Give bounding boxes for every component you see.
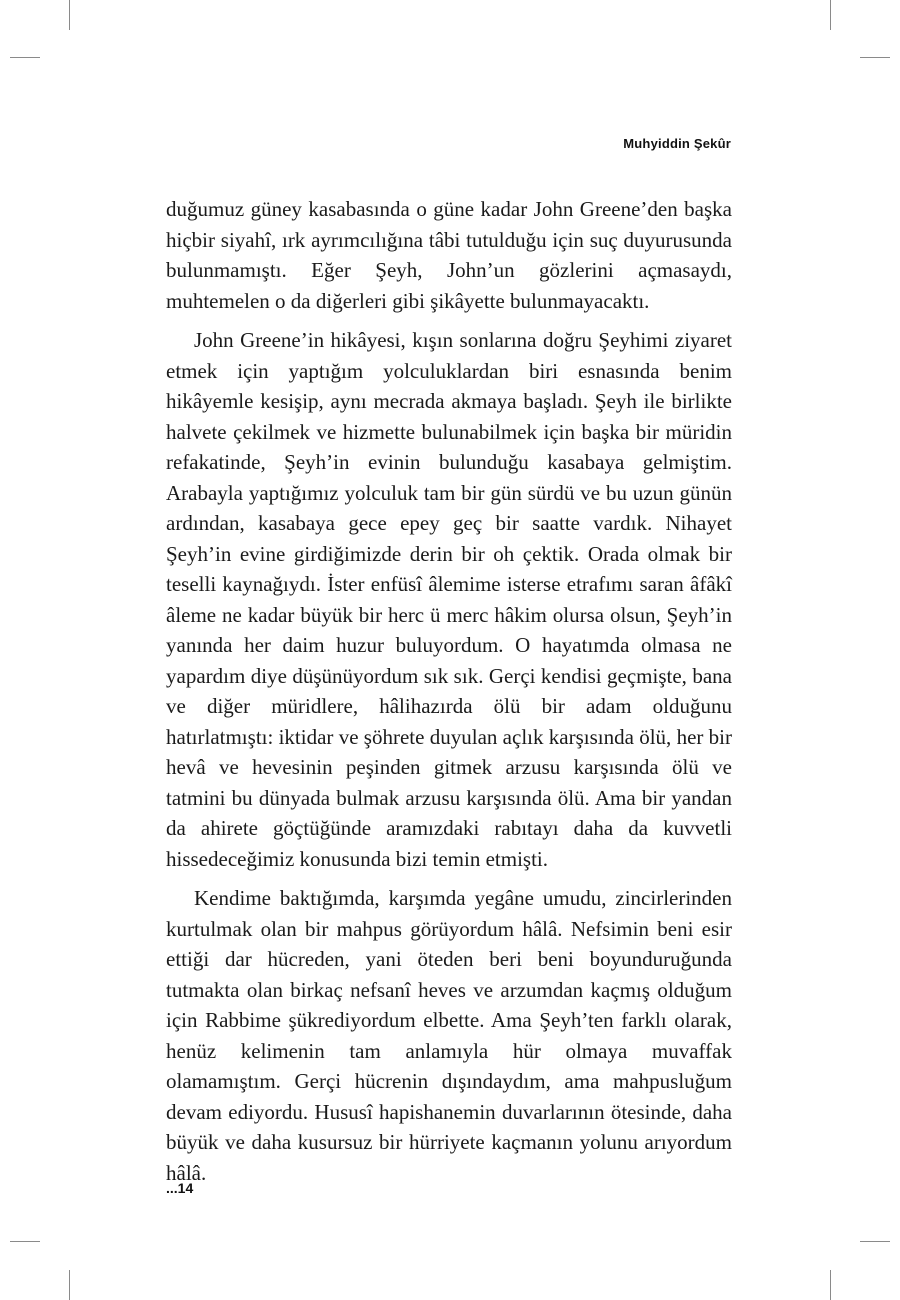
crop-mark-left-top — [10, 57, 40, 58]
crop-mark-top-right — [830, 0, 831, 30]
crop-mark-bottom-right — [830, 1270, 831, 1300]
crop-mark-right-bottom — [860, 1241, 890, 1242]
paragraph: John Greene’in hikâyesi, kışın sonlarına doğru Şeyhimi ziyaret etmek için yaptığım yolculuklardan biri esnasında benim hikâyemle kesişip, aynı mecrada akmaya başladı. Şeyh ile birlikte halvete çekilmek ve hizmette bulunabilmek için başka bir müridin refakatinde, Şeyh’in evinin bulunduğu kasabaya gelmiştim. Arabayla yaptığımız yolculuk tam bir gün sürdü ve bu uzun günün ardından, kasabaya gece epey geç bir saatte vardık. Nihayet Şeyh’in evine girdiğimizde derin bir oh çektik. Orada olmak bir teselli kaynağıydı. İster enfüsî âlemime isterse etrafımı saran âfâkî âleme ne kadar büyük bir herc ü merc hâkim olursa olsun, Şeyh’in yanında her daim huzur buluyordum. O hayatımda olmasa ne yapardım diye düşünüyordum sık sık. Gerçi kendisi geçmişte, bana ve diğer müridlere, hâlihazırda ölü bir adam olduğunu hatırlatmıştı: iktidar ve şöhrete duyulan açlık karşısında ölü, her bir hevâ ve hevesinin peşinden gitmek arzusu karşısında ölü ve tatmini bu dünyada bulmak arzusu karşısında ölü. Ama bir yandan da ahirete göçtüğünde aramızdaki rabıtayı daha da kuvvetli hissedeceğimiz konusunda bizi temin etmişti. — [166, 328, 732, 871]
crop-mark-right-top — [860, 57, 890, 58]
crop-mark-top-left — [69, 0, 70, 30]
page-number: ...14 — [166, 1180, 194, 1196]
paragraph: duğumuz güney kasabasında o güne kadar John Greene’den başka hiçbir siyahî, ırk ayrımcılığına tâbi tutulduğu için suç duyurusunda bulunmamıştı. Eğer Şeyh, John’un gözlerini açmasaydı, muhtemelen o da diğerleri gibi şikâyette bulunmayacaktı. — [166, 197, 732, 313]
crop-mark-bottom-left — [69, 1270, 70, 1300]
body-text — [166, 194, 732, 1188]
crop-mark-left-bottom — [10, 1241, 40, 1242]
paragraph: Kendime baktığımda, karşımda yegâne umudu, zincirlerinden kurtulmak olan bir mahpus görüyordum hâlâ. Nefsimin beni esir ettiği dar hücreden, yani öteden beri beni boyunduruğunda tutmakta olan birkaç nefsanî heves ve arzumdan kaçmış olduğum için Rabbime şükrediyordum elbette. Ama Şeyh’ten farklı olarak, henüz kelimenin tam anlamıyla hür olmaya muvaffak olamamıştım. Gerçi hücrenin dışındaydım, ama mahpusluğum devam ediyordu. Hususî hapishanemin duvarlarının ötesinde, daha büyük ve daha kusursuz bir hürriyete kaçmanın yolunu arıyordum hâlâ. — [166, 886, 732, 1185]
running-header-author: Muhyiddin Şekûr — [623, 136, 731, 151]
